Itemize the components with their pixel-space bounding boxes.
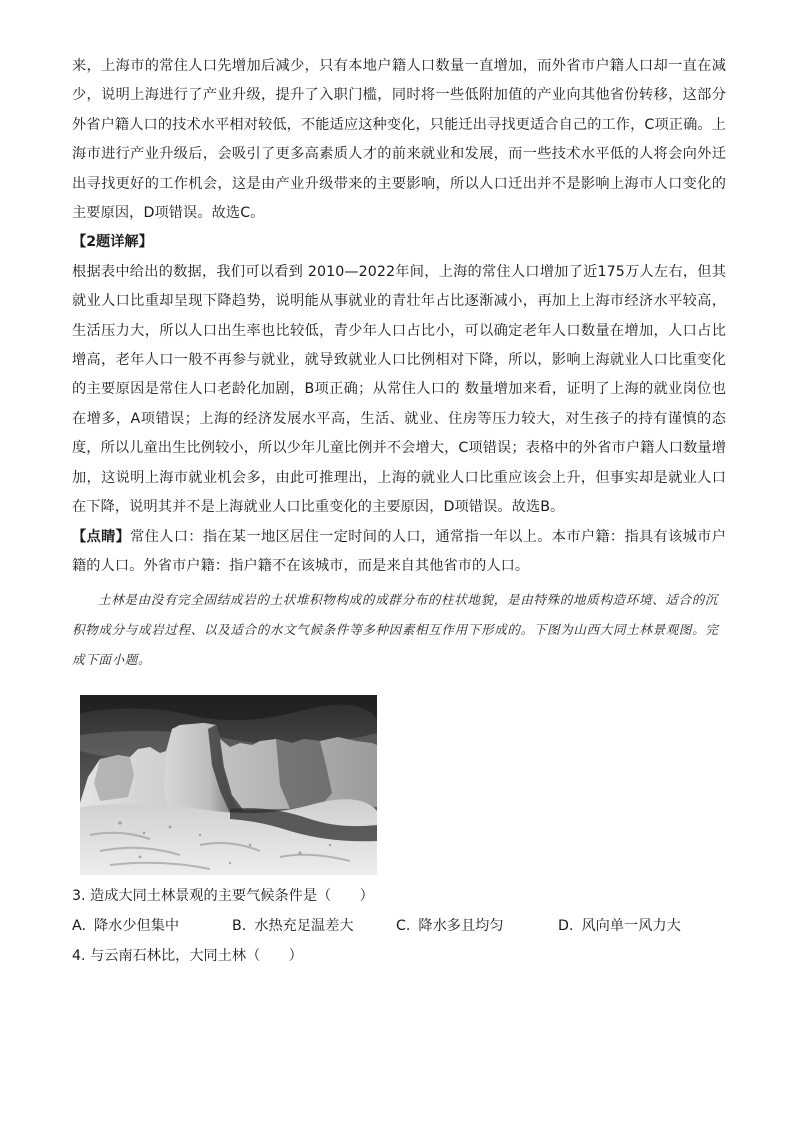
question-intro: 土林是由没有完全固结成岩的土状堆积物构成的成群分布的柱状地貌，是由特殊的地质构造环境、适合的沉积物成分与成岩过程、以及适合的水文气候条件等多种因素相互作用下形成的。下图为山西大同土林景观图。完成下面小题。: [72, 592, 719, 668]
answer-explanation-1: 来，上海市的常住人口先增加后减少，只有本地户籍人口数量一直增加，而外省市户籍人口却一直在减少，说明上海进行了产业升级，提升了入职门槛，同时将一些低附加值的产业向其他省份转移，这部分外省户籍人口的技术水平相对较低，不能适应这种变化，只能迁出寻找更适合自己的工作，C项正确。上海市进行产业升级后，会吸引了更多高素质人才的前来就业和发展，而一些技术水平低的人将会向外迁出寻找更好的工作机会，这是由产业升级带来的主要影响，所以人口迁出并不是影响上海市人口变化的主要原因，D项错误。故选C。: [72, 58, 726, 222]
answer-explanation-2: 根据表中给出的数据，我们可以看到 2010—2022年间，上海的常住人口增加了近175万人左右，但其就业人口比重却呈现下降趋势，说明能从事就业的青壮年占比逐渐减小，再加上上海市经济水平较高，生活压力大，所以人口出生率也比较低，青少年人口占比小，可以确定老年人口数量在增加，人口占比增高，老年人口一般不再参与就业，就导致就业人口比例相对下降，所以，影响上海就业人口比重变化的主要原因是常住人口老龄化加剧，B项正确；从常住人口的 数量增加来看，证明了上海的就业岗位也在增多，A项错误；上海的经济发展水平高，生活、就业、住房等压力较大，对生孩子的持有谨慎的态度，所以儿童出生比例较小，所以少年儿童比例并不会增大，C项错误；表格中的外省市户籍人口数量增加，这说明上海市就业机会多，由此可推理出，上海的就业人口比重应该会上升，但事实却是就业人口在下降，说明其并不是上海就业人口比重变化的主要原因，D项错误。故选B。: [72, 263, 726, 516]
key-point-text: 常住人口：指在某一地区居住一定时间的人口，通常指一年以上。本市户籍：指具有该城市户籍的人口。外省市户籍：指户籍不在该城市，而是来自其他省市的人口。: [72, 528, 726, 574]
option-b[interactable]: B. 水热充足温差大: [232, 918, 354, 935]
key-point-label: 【点睛】: [72, 528, 131, 545]
question-3-stem: 3. 造成大同土林景观的主要气候条件是（ ）: [72, 888, 374, 905]
earth-forest-photo: [80, 695, 377, 875]
document-page: [72, 52, 726, 971]
question-3-options: [72, 911, 726, 941]
section-heading-q2: 【2题详解】: [72, 234, 153, 251]
option-a[interactable]: A. 降水少但集中: [72, 918, 180, 935]
option-c[interactable]: C. 降水多且均匀: [396, 918, 504, 935]
key-point-note: [72, 523, 726, 582]
question-4-stem: 4. 与云南石林比，大同土林（ ）: [72, 948, 303, 965]
option-d[interactable]: D. 风向单一风力大: [558, 918, 681, 935]
